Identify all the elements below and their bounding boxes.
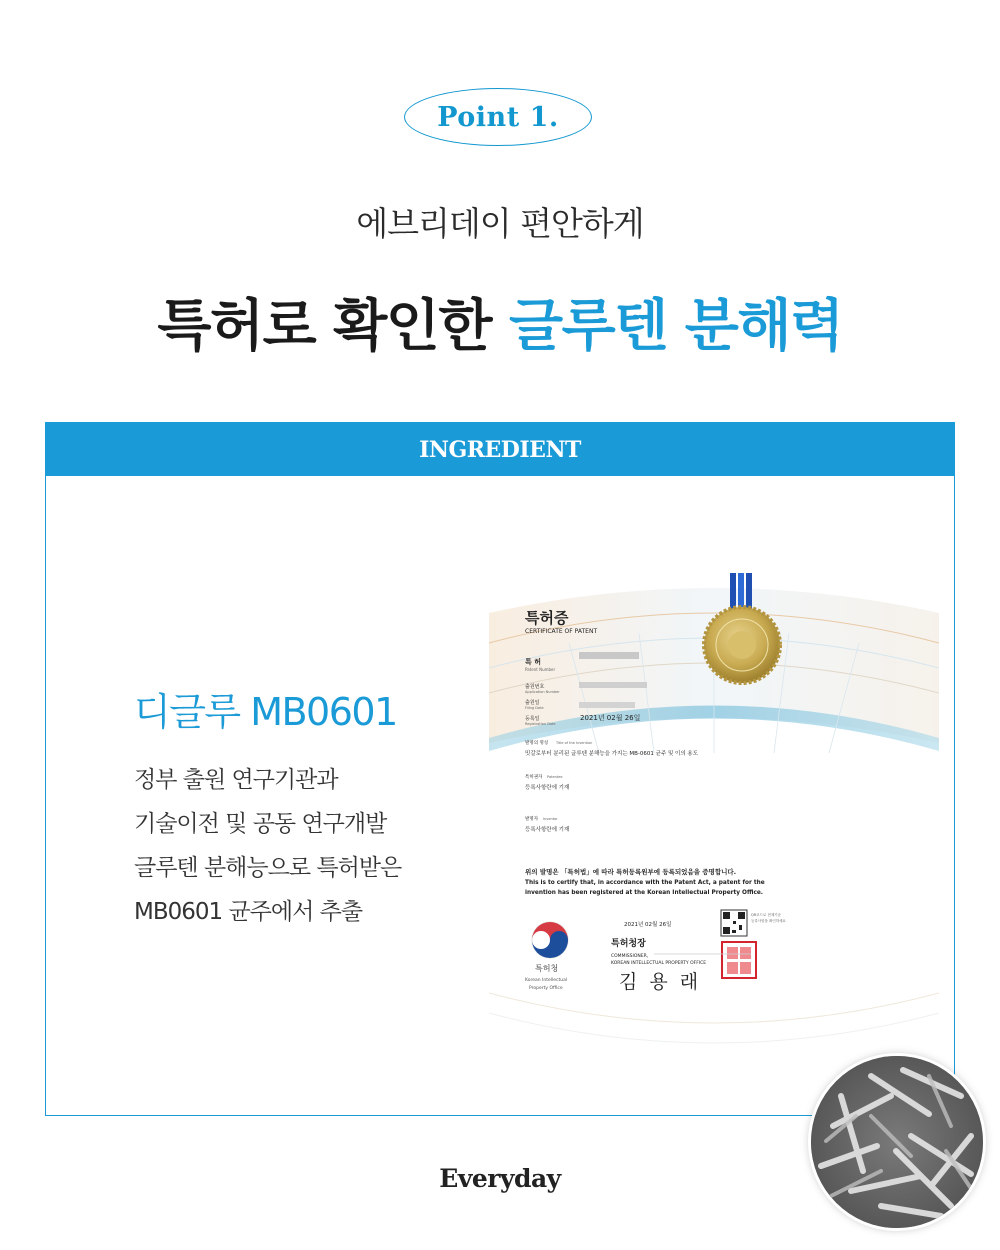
inventor-value: 등록사항란에 기재 bbox=[525, 827, 570, 833]
patentee-value: 등록사항란에 기재 bbox=[525, 785, 570, 791]
description-line: 정부 출원 연구기관과 bbox=[134, 767, 338, 793]
registration-date-label-en: Registration Date bbox=[525, 722, 556, 726]
patentee-label: 특허권자 bbox=[525, 775, 543, 780]
issue-date: 2021년 02월 26일 bbox=[624, 922, 672, 928]
ingredient-name: 디글루 MB0601 bbox=[134, 690, 397, 734]
headline-main: 특허로 확인한 bbox=[157, 294, 509, 359]
patent-number-label: 특 허 bbox=[525, 658, 541, 666]
certificate-title-en: CERTIFICATE OF PATENT bbox=[525, 628, 598, 635]
inventor-label-en: Inventor bbox=[543, 817, 558, 821]
inventor-label: 발명자 bbox=[525, 817, 539, 822]
commissioner-title: 특허청장 bbox=[611, 939, 646, 949]
headline-accent: 글루텐 분해력 bbox=[509, 294, 843, 359]
invention-title-label-en: Title of the Invention bbox=[556, 741, 593, 745]
commissioner-title-en-1: COMMISSIONER, bbox=[611, 954, 649, 959]
qr-caption-1: QR코드로 현재기준 bbox=[751, 913, 781, 917]
application-number-label: 출원번호 bbox=[525, 684, 545, 690]
office-name: 특허청 bbox=[535, 964, 559, 973]
patentee-label-en: Patentee bbox=[547, 775, 563, 779]
registration-date-label: 등록일 bbox=[525, 716, 540, 722]
registration-date: 2021년 02월 26일 bbox=[580, 714, 641, 722]
headline bbox=[0, 282, 1000, 362]
qr-caption-2: 등록사항을 확인하세요 bbox=[751, 919, 786, 923]
filing-date-label: 출원일 bbox=[525, 700, 540, 706]
description-line: 기술이전 및 공동 연구개발 bbox=[134, 811, 387, 837]
commissioner-signature: 김 용 래 bbox=[619, 971, 702, 993]
certification-statement-ko: 위의 발명은 「특허법」에 따라 특허등록원부에 등록되었음을 증명합니다. bbox=[525, 868, 737, 876]
ingredient-description bbox=[134, 758, 401, 934]
certification-statement-en-1: This is to certify that, in accordance with the Patent Act, a patent for the bbox=[525, 880, 765, 886]
subtitle: 에브리데이 편안하게 bbox=[356, 204, 644, 243]
invention-title-label: 발명의 명칭 bbox=[525, 741, 549, 746]
invention-title: 밋갈로부터 분리된 글루텐 분해능을 가지는 MB-0601 균주 및 이의 용도 bbox=[525, 751, 699, 757]
commissioner-title-en-2: KOREAN INTELLECTUAL PROPERTY OFFICE bbox=[611, 961, 707, 966]
application-number-label-en: Application Number bbox=[525, 690, 560, 694]
office-name-en-1: Korean Intellectual bbox=[525, 978, 568, 983]
certificate-title: 특허증 bbox=[525, 609, 569, 627]
point-badge bbox=[404, 88, 592, 146]
patent-certificate bbox=[489, 573, 939, 1073]
brand-logo: Everyday bbox=[439, 1164, 561, 1193]
certificate-background bbox=[489, 573, 939, 1073]
patent-number-label-en: Patent Number bbox=[525, 667, 556, 672]
bacteria-micrograph bbox=[811, 1056, 983, 1228]
description-line: MB0601 균주에서 추출 bbox=[134, 899, 363, 925]
certification-statement-en-2: invention has been registered at the Korean Intellectual Property Office. bbox=[525, 890, 764, 896]
office-name-en-2: Property Office bbox=[529, 986, 563, 991]
panel-title: INGREDIENT bbox=[46, 423, 954, 476]
point-label: Point 1. bbox=[437, 101, 559, 133]
description-line: 글루텐 분해능으로 특허받은 bbox=[134, 855, 402, 881]
filing-date-label-en: Filing Date bbox=[525, 706, 544, 710]
ingredient-panel bbox=[45, 422, 955, 1116]
qr-code-icon bbox=[721, 910, 747, 936]
